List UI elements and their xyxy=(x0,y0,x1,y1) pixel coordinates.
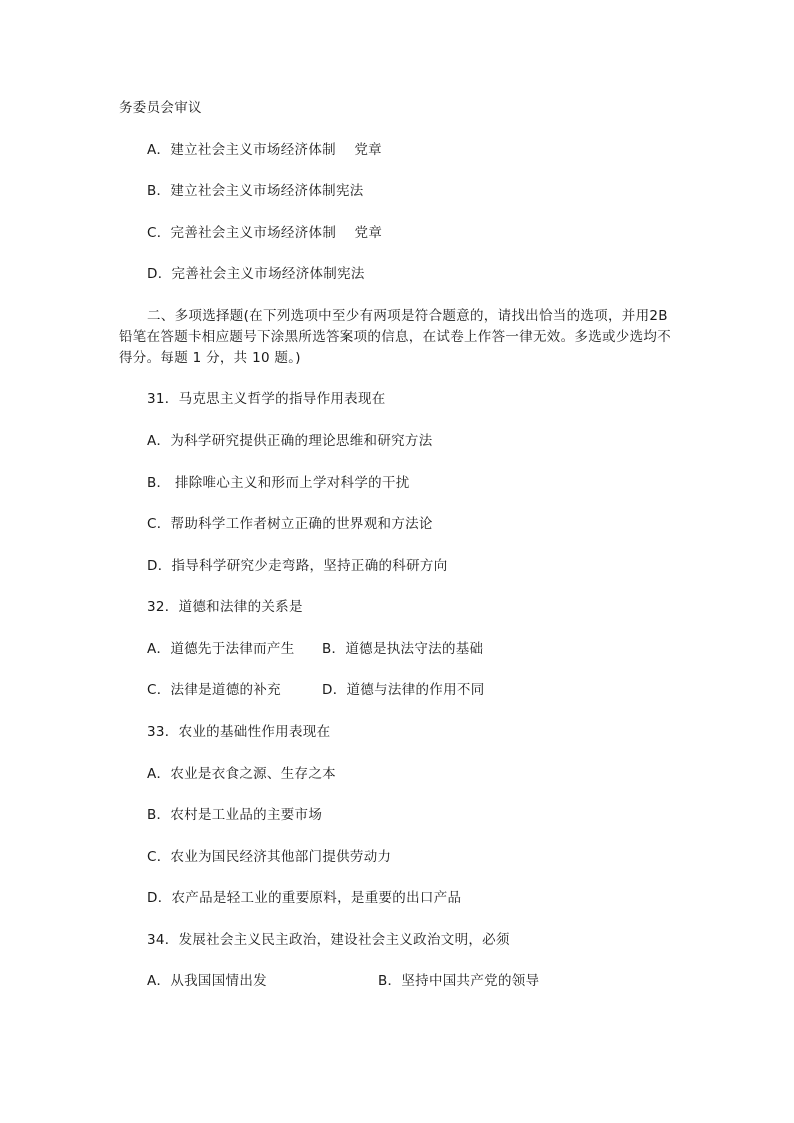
q30-option-c: C．完善社会主义市场经济体制 党章 xyxy=(147,225,383,241)
q31-option-a: A．为科学研究提供正确的理论思维和研究方法 xyxy=(147,433,433,449)
q30-option-d: D．完善社会主义市场经济体制宪法 xyxy=(147,266,365,282)
q34-stem: 34．发展社会主义民主政治，建设社会主义政治文明，必须 xyxy=(147,932,510,948)
q31-stem: 31．马克思主义哲学的指导作用表现在 xyxy=(147,391,386,407)
q32-option-b: B．道德是执法守法的基础 xyxy=(322,641,484,657)
q31-option-d: D．指导科学研究少走弯路，坚持正确的科研方向 xyxy=(147,558,448,574)
section2-heading: 二、多项选择题(在下列选项中至少有两项是符合题意的，请找出恰当的选项，并用2B铅笔在答题卡相应题号下涂黑所选答案项的信息，在试卷上作答一律无效。多选或少选均不得分。每题 1 分，共 10 题。) xyxy=(119,308,671,366)
q31-option-b: B． 排除唯心主义和形而上学对科学的干扰 xyxy=(147,475,410,491)
q31-option-c: C．帮助科学工作者树立正确的世界观和方法论 xyxy=(147,516,433,532)
q33-option-a: A．农业是衣食之源、生存之本 xyxy=(147,766,336,782)
q33-option-b: B．农村是工业品的主要市场 xyxy=(147,807,323,823)
q33-option-d: D．农产品是轻工业的重要原料，是重要的出口产品 xyxy=(147,890,462,906)
q33-option-c: C．农业为国民经济其他部门提供劳动力 xyxy=(147,849,392,865)
q30-option-a: A．建立社会主义市场经济体制 党章 xyxy=(147,142,382,158)
q32-option-d: D．道德与法律的作用不同 xyxy=(322,682,485,698)
q34-option-b: B．坚持中国共产党的领导 xyxy=(378,973,540,989)
q33-stem: 33．农业的基础性作用表现在 xyxy=(147,724,331,740)
continuation-text: 务委员会审议 xyxy=(119,100,202,116)
q30-option-b: B．建立社会主义市场经济体制宪法 xyxy=(147,183,364,199)
q32-option-c: C．法律是道德的补充 xyxy=(147,682,281,698)
q34-option-a: A．从我国国情出发 xyxy=(147,973,267,989)
q32-option-a: A．道德先于法律而产生 xyxy=(147,641,295,657)
q32-stem: 32．道德和法律的关系是 xyxy=(147,599,303,615)
